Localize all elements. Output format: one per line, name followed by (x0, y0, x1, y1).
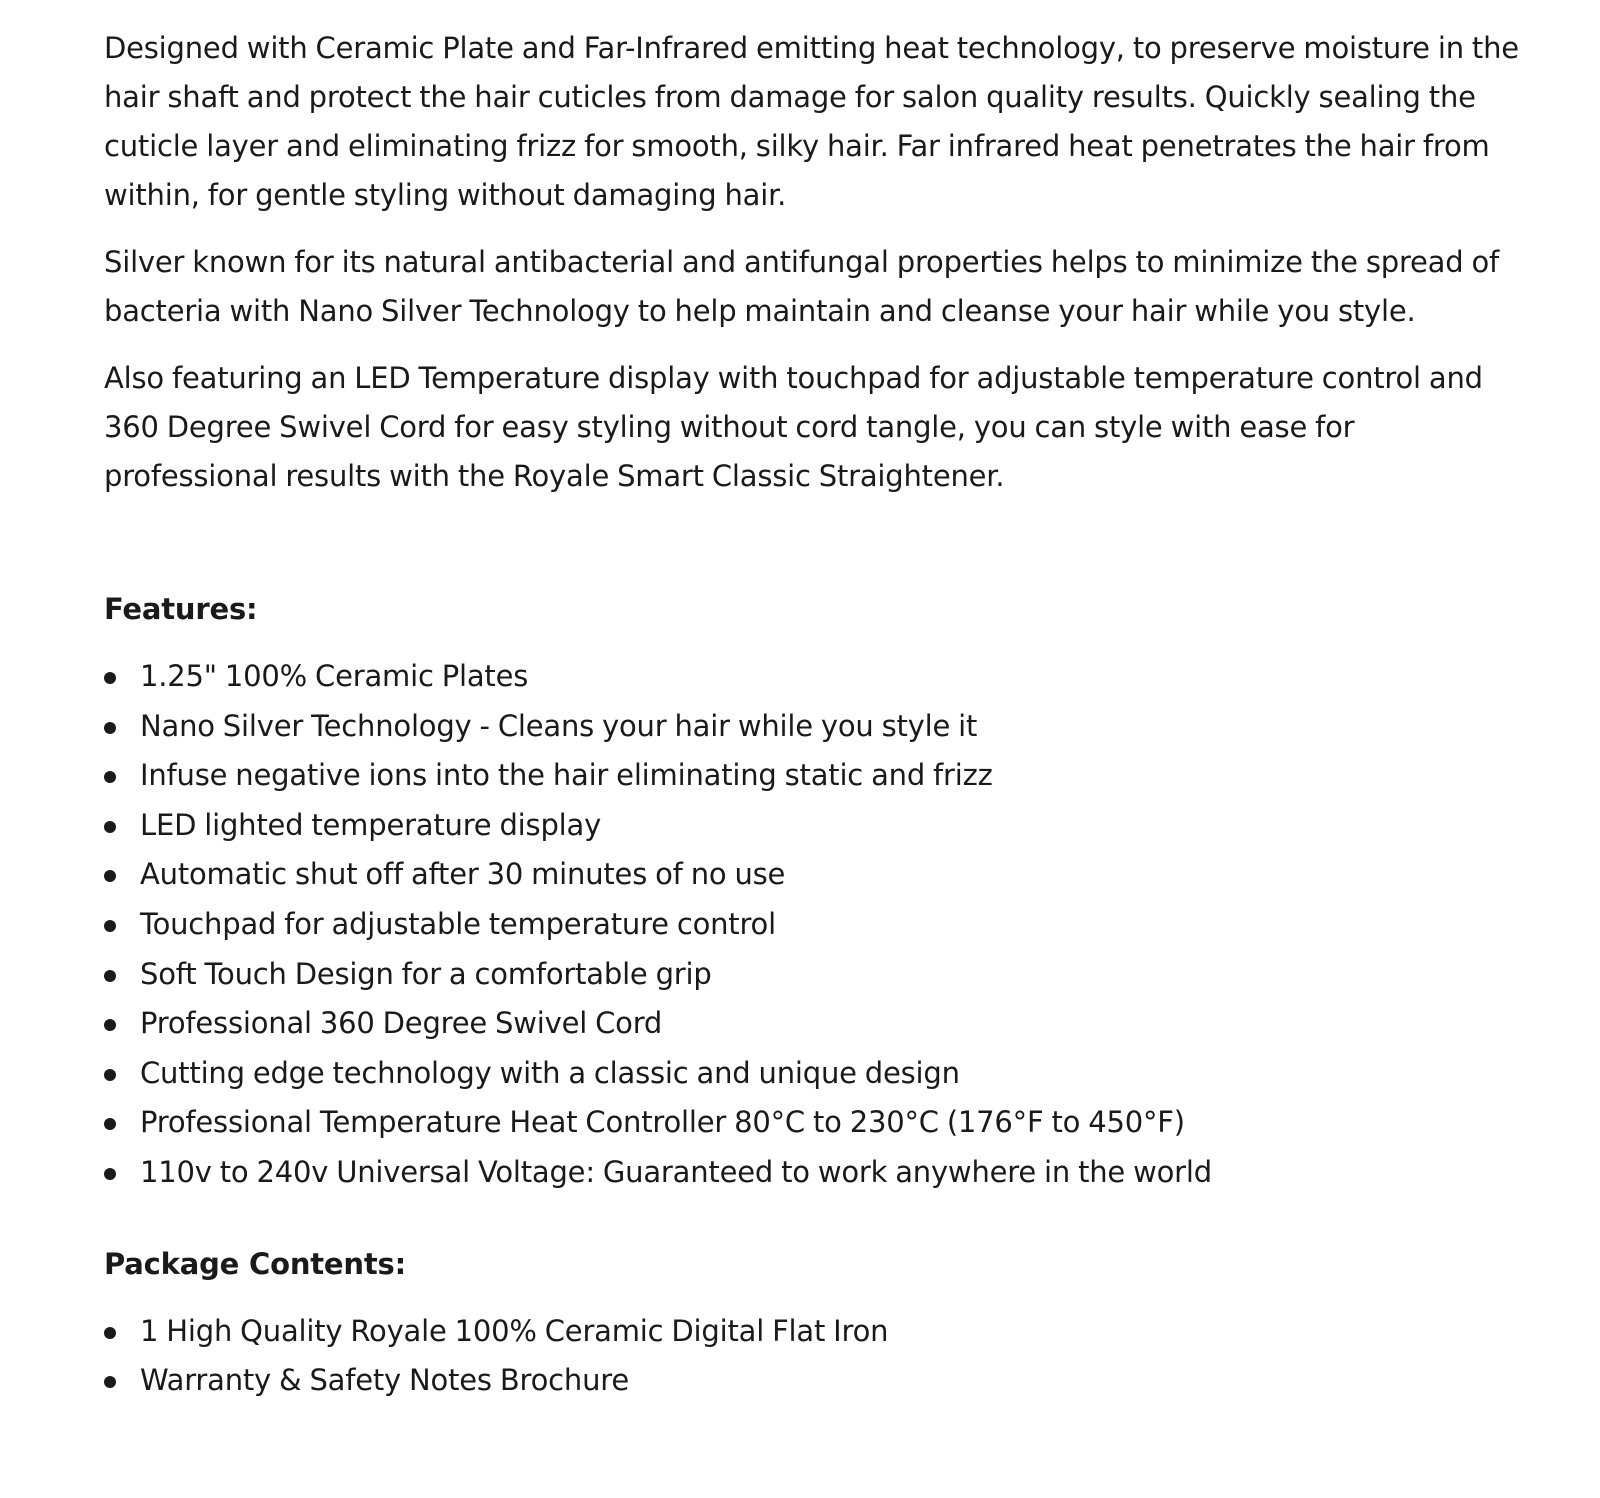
feature-text: Automatic shut off after 30 minutes of no use (140, 857, 786, 892)
bullet-icon (104, 1019, 116, 1031)
feature-text: 110v to 240v Universal Voltage: Guaranteed to work anywhere in the world (140, 1154, 1212, 1189)
package-item-text: 1 High Quality Royale 100% Ceramic Digital Flat Iron (140, 1313, 889, 1348)
description-paragraph: Silver known for its natural antibacterial and antifungal properties helps to minimize the spread of bacteria with Nano Silver Technology to help maintain and cleanse your hair while you style. (104, 245, 1500, 328)
list-item (104, 702, 1524, 752)
list-item (104, 1148, 1524, 1198)
list-item (104, 900, 1524, 950)
bullet-icon (104, 870, 116, 882)
feature-text: Nano Silver Technology - Cleans your hair while you style it (140, 708, 978, 743)
feature-text: Cutting edge technology with a classic and unique design (140, 1055, 960, 1090)
list-item (104, 652, 1524, 702)
description-paragraph: Also featuring an LED Temperature display with touchpad for adjustable temperature control and 360 Degree Swivel Cord for easy styling without cord tangle, you can style with ease for professional results with the Royale Smart Classic Straightener. (104, 361, 1483, 493)
feature-text: 1.25" 100% Ceramic Plates (140, 659, 529, 693)
bullet-icon (104, 1376, 116, 1388)
feature-text: Professional Temperature Heat Controller 80°C to 230°C (176°F to 450°F) (140, 1105, 1185, 1140)
package-contents-list (104, 1307, 1524, 1406)
list-item (104, 1098, 1524, 1148)
feature-text: Infuse negative ions into the hair eliminating static and frizz (140, 758, 993, 793)
feature-text: Soft Touch Design for a comfortable grip (140, 956, 712, 991)
bullet-icon (104, 1168, 116, 1180)
bullet-icon (104, 970, 116, 982)
list-item (104, 1356, 1524, 1406)
bullet-icon (104, 1118, 116, 1130)
list-item (104, 1307, 1524, 1357)
package-item-text: Warranty & Safety Notes Brochure (140, 1363, 629, 1398)
features-heading: Features: (104, 592, 258, 626)
bullet-icon (104, 771, 116, 783)
features-list (104, 652, 1524, 1198)
description-paragraph: Designed with Ceramic Plate and Far-Infrared emitting heat technology, to preserve moisture in the hair shaft and protect the hair cuticles from damage for salon quality results. Quickly sealing the cuticle layer and eliminating frizz for smooth, silky hair. Far infrared heat penetrates the hair from within, for gentle styling without damaging hair. (104, 31, 1519, 212)
list-item (104, 950, 1524, 1000)
list-item (104, 1049, 1524, 1099)
bullet-icon (104, 722, 116, 734)
list-item (104, 751, 1524, 801)
feature-text: Professional 360 Degree Swivel Cord (140, 1006, 663, 1041)
list-item (104, 801, 1524, 851)
bullet-icon (104, 821, 116, 833)
bullet-icon (104, 672, 116, 684)
list-item (104, 850, 1524, 900)
feature-text: Touchpad for adjustable temperature control (140, 906, 776, 941)
feature-text: LED lighted temperature display (140, 807, 602, 842)
list-item (104, 999, 1524, 1049)
bullet-icon (104, 1327, 116, 1339)
package-contents-heading: Package Contents: (104, 1246, 406, 1281)
bullet-icon (104, 920, 116, 932)
bullet-icon (104, 1069, 116, 1081)
product-description (104, 24, 1524, 1406)
